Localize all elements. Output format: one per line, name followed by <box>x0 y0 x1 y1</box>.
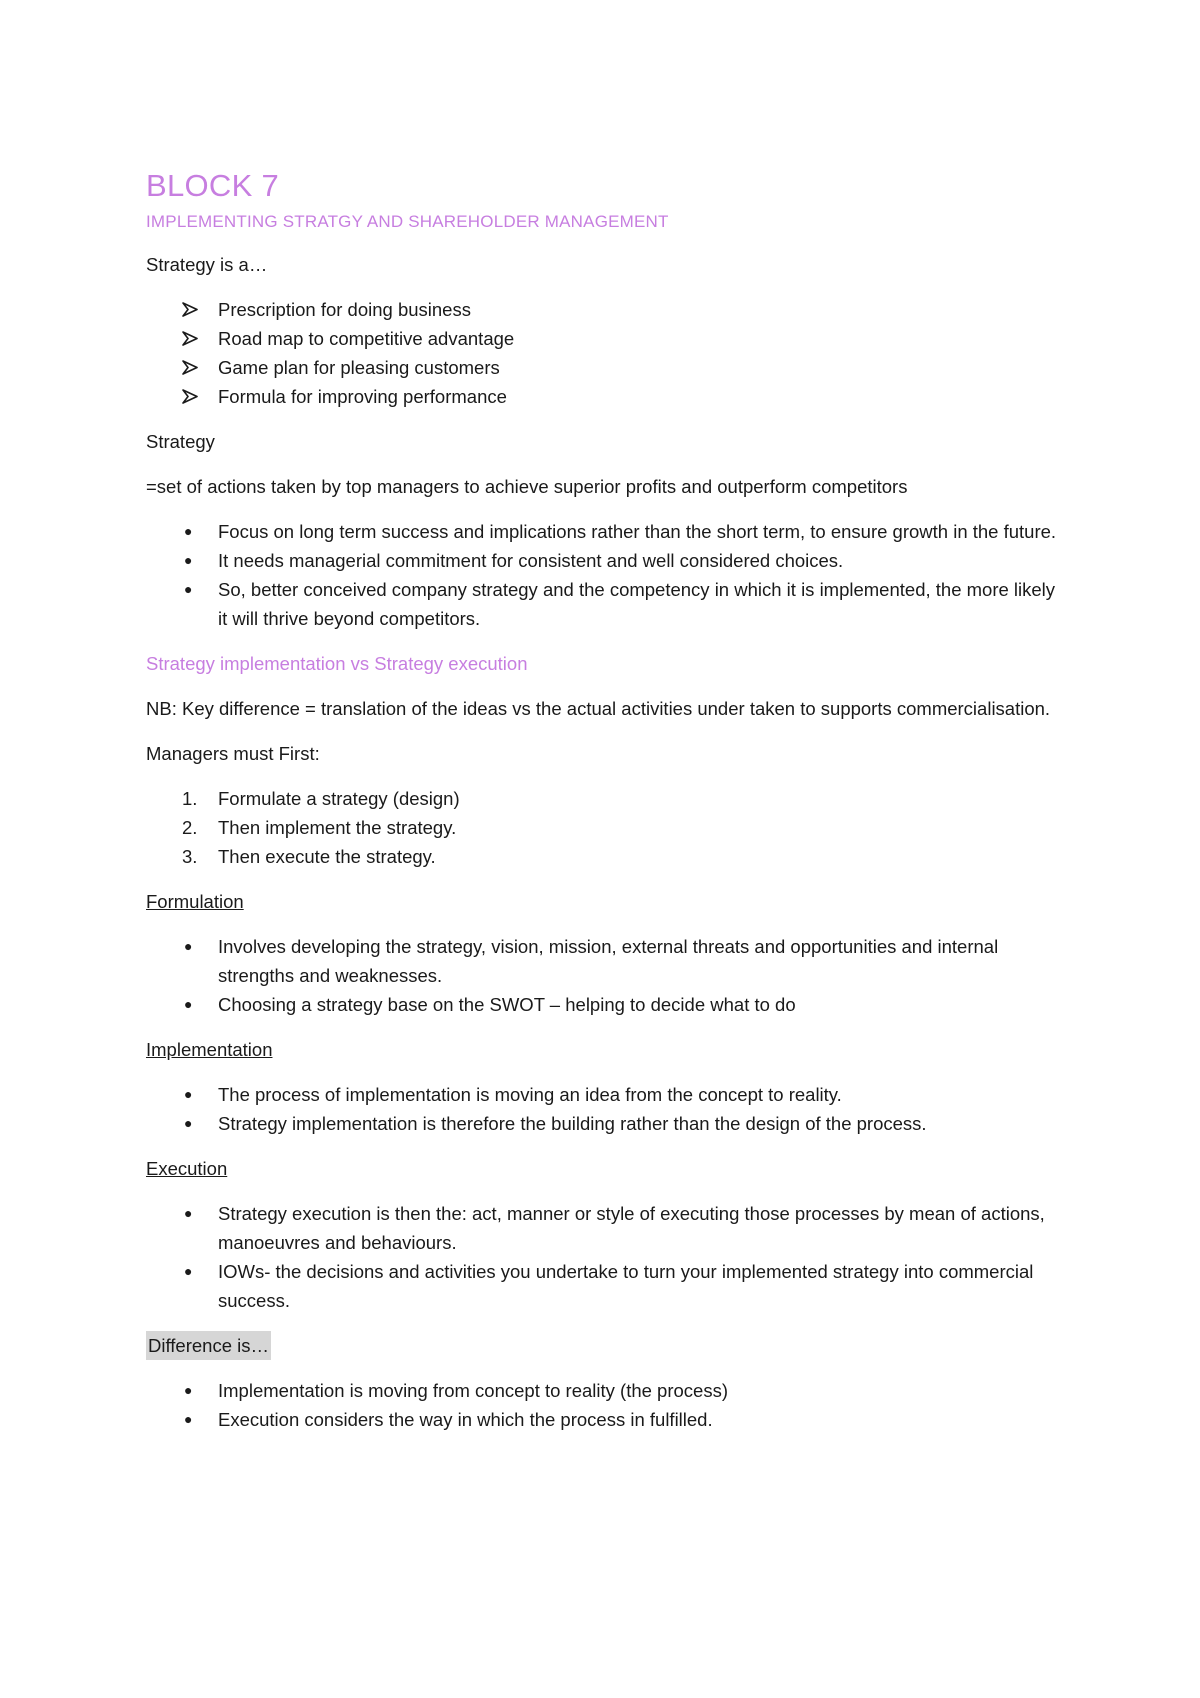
list-item <box>146 353 1066 382</box>
arrowhead-bullet-icon <box>182 295 212 317</box>
list-item-text: Game plan for pleasing customers <box>218 357 500 378</box>
list-item <box>146 1080 1066 1109</box>
arrowhead-bullet-icon <box>182 353 212 375</box>
round-bullet-icon: ● <box>184 1205 193 1221</box>
execution-heading: Execution <box>146 1158 228 1179</box>
step-number: 2. <box>182 817 198 838</box>
round-bullet-icon: ● <box>184 523 193 539</box>
list-item-text: Choosing a strategy base on the SWOT – helping to decide what to do <box>218 994 796 1015</box>
list-item <box>146 784 1066 813</box>
arrowhead-bullet-icon <box>182 382 212 404</box>
nb-text: NB: Key difference = translation of the ideas vs the actual activities under taken to supports commercialisation. <box>146 698 1051 719</box>
list-item-text: Strategy execution is then the: act, manner or style of executing those processes by mean of actions, manoeuvres and behaviours. <box>218 1203 1045 1253</box>
list-item-text: Strategy implementation is therefore the building rather than the design of the process. <box>218 1113 927 1134</box>
strategy-bullet-list <box>146 517 1066 633</box>
formulation-bullet-list <box>146 932 1066 1019</box>
document-subtitle: IMPLEMENTING STRATGY AND SHAREHOLDER MANAGEMENT <box>146 212 669 231</box>
document-page <box>146 166 1066 1450</box>
round-bullet-icon: ● <box>184 581 193 597</box>
list-item <box>146 990 1066 1019</box>
list-item <box>146 546 1066 575</box>
arrowhead-bullet-icon <box>182 324 212 346</box>
list-item-text: Focus on long term success and implications rather than the short term, to ensure growth in the future. <box>218 521 1057 542</box>
difference-bullet-list <box>146 1376 1066 1434</box>
strategy-definition: =set of actions taken by top managers to achieve superior profits and outperform competitors <box>146 476 908 497</box>
difference-heading-row <box>146 1331 1066 1360</box>
list-item <box>146 932 1066 990</box>
list-item <box>146 382 1066 411</box>
list-item <box>146 1405 1066 1434</box>
list-item-text: Then implement the strategy. <box>218 817 457 838</box>
steps-list <box>146 784 1066 871</box>
list-item <box>146 517 1066 546</box>
list-item <box>146 324 1066 353</box>
implementation-heading: Implementation <box>146 1039 273 1060</box>
managers-label: Managers must First: <box>146 743 320 764</box>
list-item <box>146 842 1066 871</box>
intro-text: Strategy is a… <box>146 254 268 275</box>
list-item-text: The process of implementation is moving an idea from the concept to reality. <box>218 1084 842 1105</box>
document-title: BLOCK 7 <box>146 168 280 203</box>
list-item-text: IOWs- the decisions and activities you undertake to turn your implemented strategy into commercial success. <box>218 1261 1034 1311</box>
list-item-text: Formula for improving performance <box>218 386 507 407</box>
execution-bullet-list <box>146 1199 1066 1315</box>
list-item-text: It needs managerial commitment for consistent and well considered choices. <box>218 550 844 571</box>
list-item-text: Formulate a strategy (design) <box>218 788 460 809</box>
list-item <box>146 295 1066 324</box>
list-item-text: Execution considers the way in which the process in fulfilled. <box>218 1409 713 1430</box>
round-bullet-icon: ● <box>184 1411 193 1427</box>
round-bullet-icon: ● <box>184 1263 193 1279</box>
list-item <box>146 1376 1066 1405</box>
round-bullet-icon: ● <box>184 1382 193 1398</box>
list-item <box>146 1257 1066 1315</box>
list-item <box>146 1199 1066 1257</box>
formulation-heading: Formulation <box>146 891 244 912</box>
round-bullet-icon: ● <box>184 1115 193 1131</box>
arrow-list <box>146 295 1066 411</box>
list-item-text: Implementation is moving from concept to reality (the process) <box>218 1380 728 1401</box>
list-item-text: Prescription for doing business <box>218 299 471 320</box>
impl-vs-exec-heading: Strategy implementation vs Strategy execution <box>146 653 528 674</box>
round-bullet-icon: ● <box>184 938 193 954</box>
round-bullet-icon: ● <box>184 1086 193 1102</box>
round-bullet-icon: ● <box>184 552 193 568</box>
list-item-text: Then execute the strategy. <box>218 846 436 867</box>
round-bullet-icon: ● <box>184 996 193 1012</box>
list-item-text: Involves developing the strategy, vision, mission, external threats and opportunities and internal strengths and weaknesses. <box>218 936 999 986</box>
list-item-text: Road map to competitive advantage <box>218 328 515 349</box>
list-item <box>146 1109 1066 1138</box>
strategy-label: Strategy <box>146 431 215 452</box>
implementation-bullet-list <box>146 1080 1066 1138</box>
step-number: 1. <box>182 788 198 809</box>
list-item <box>146 813 1066 842</box>
difference-heading: Difference is… <box>146 1331 271 1360</box>
list-item <box>146 575 1066 633</box>
step-number: 3. <box>182 846 198 867</box>
list-item-text: So, better conceived company strategy and the competency in which it is implemented, the more likely it will thrive beyond competitors. <box>218 579 1056 629</box>
